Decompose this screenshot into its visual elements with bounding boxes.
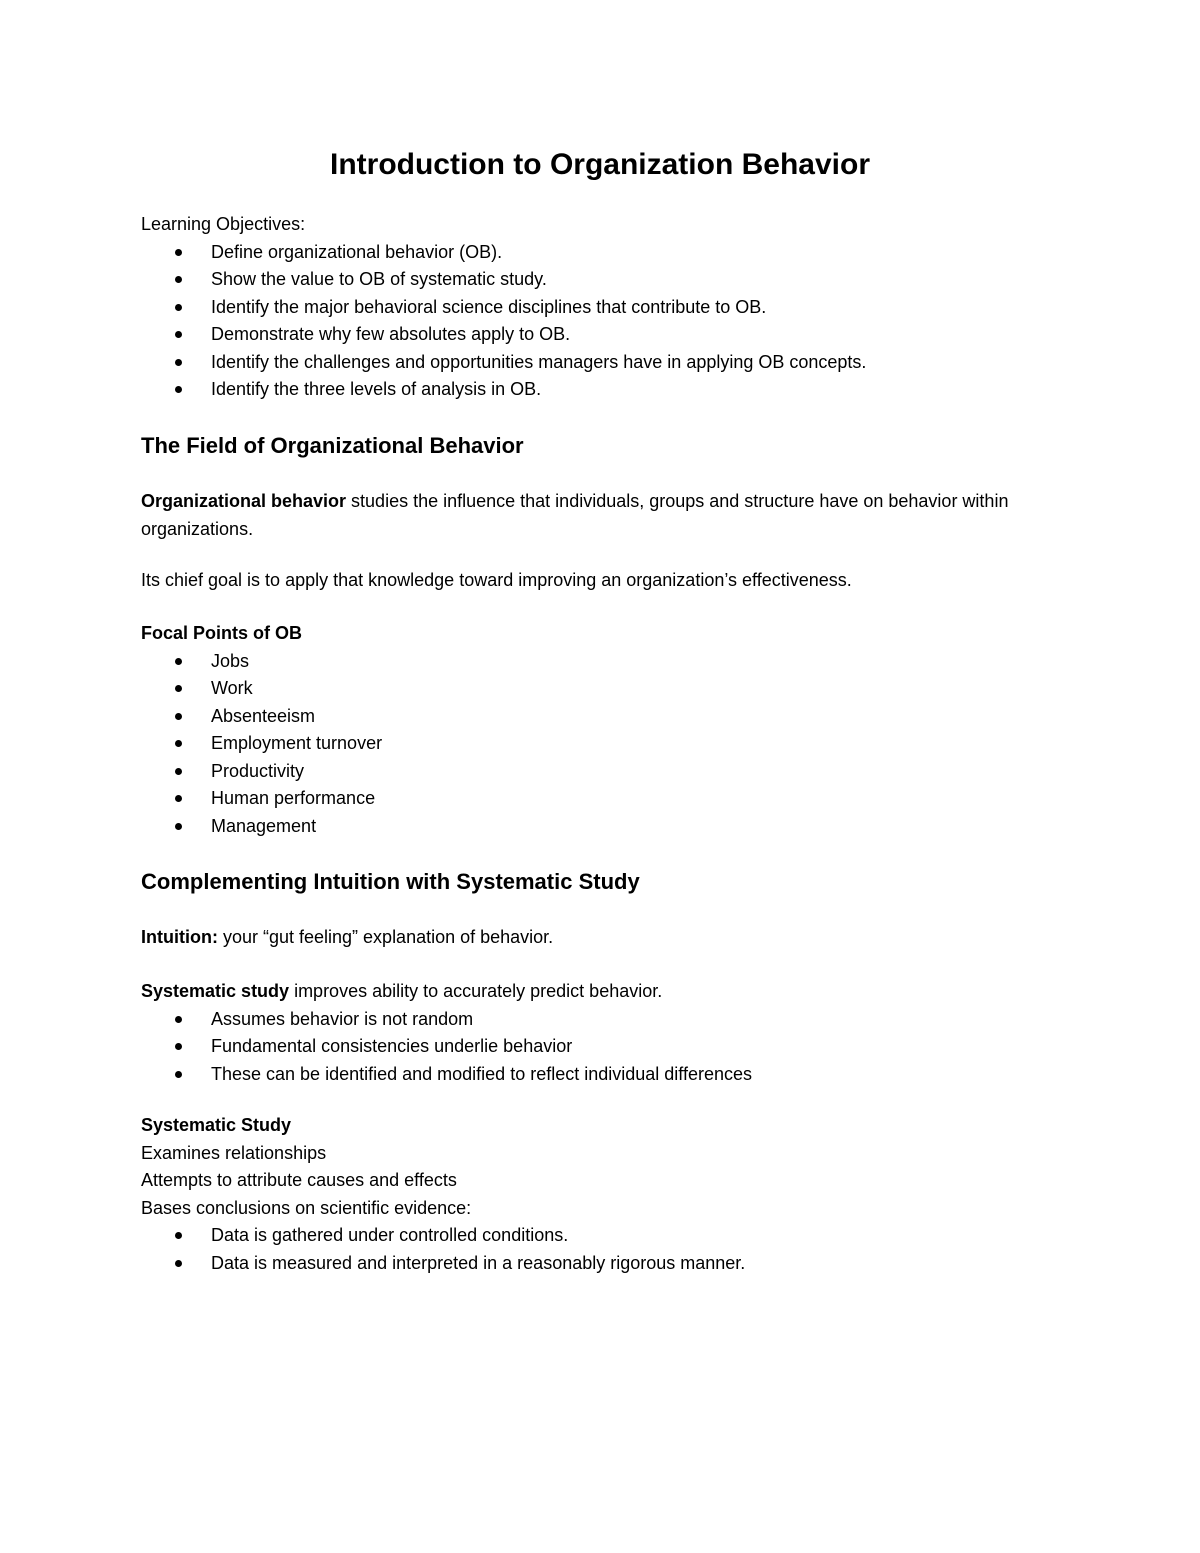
bullet-icon xyxy=(175,768,182,775)
systematic-paragraph xyxy=(141,978,1081,1006)
bullet-icon xyxy=(175,795,182,802)
bullet-icon xyxy=(175,359,182,366)
bullet-icon xyxy=(175,740,182,747)
ob-definition xyxy=(141,488,1061,543)
list-item: Employment turnover xyxy=(141,730,1081,758)
list-item: Management xyxy=(141,813,1081,841)
bullet-icon xyxy=(175,685,182,692)
bullet-icon xyxy=(175,1232,182,1239)
focal-points xyxy=(141,620,1081,840)
intuition-term: Intuition: xyxy=(141,927,218,947)
bullet-icon xyxy=(175,713,182,720)
list-item: Identify the major behavioral science disciplines that contribute to OB. xyxy=(141,294,1081,322)
list-item: Define organizational behavior (OB). xyxy=(141,239,1081,267)
focal-points-label: Focal Points of OB xyxy=(141,623,303,643)
list-item: Data is gathered under controlled conditions. xyxy=(141,1222,1081,1250)
list-item: Show the value to OB of systematic study. xyxy=(141,266,1081,294)
systematic-term: Systematic study xyxy=(141,981,290,1001)
bullet-icon xyxy=(175,276,182,283)
ob-definition-text: studies the influence that individuals, groups and structure have on behavior within organizations. xyxy=(141,491,1009,539)
bullet-icon xyxy=(175,331,182,338)
bullet-icon xyxy=(175,1043,182,1050)
list-item: Jobs xyxy=(141,648,1081,676)
learning-objectives-label: Learning Objectives: xyxy=(141,214,306,234)
intuition-paragraph xyxy=(141,924,1081,952)
list-item: Assumes behavior is not random xyxy=(141,1006,1081,1034)
ob-goal-text: Its chief goal is to apply that knowledge toward improving an organization’s effectiveness. xyxy=(141,570,852,590)
systematic-study-details xyxy=(141,1112,1081,1277)
bullet-icon xyxy=(175,386,182,393)
bullet-icon xyxy=(175,1071,182,1078)
list-item: Productivity xyxy=(141,758,1081,786)
systematic-list xyxy=(141,1006,1081,1089)
list-item: Data is measured and interpreted in a reasonably rigorous manner. xyxy=(141,1250,1081,1278)
list-item: Human performance xyxy=(141,785,1081,813)
list-item: Absenteeism xyxy=(141,703,1081,731)
systematic-study-definition xyxy=(141,978,1081,1088)
bullet-icon xyxy=(175,304,182,311)
ob-goal xyxy=(141,567,1081,595)
section-heading-field: The Field of Organizational Behavior xyxy=(141,433,524,458)
intuition-text: your “gut feeling” explanation of behavior. xyxy=(217,927,554,947)
list-item: Work xyxy=(141,675,1081,703)
study-line: Bases conclusions on scientific evidence: xyxy=(141,1197,472,1218)
learning-objectives-list xyxy=(141,239,1081,404)
evidence-list xyxy=(141,1222,1081,1277)
study-line: Examines relationships xyxy=(141,1142,327,1163)
list-item: These can be identified and modified to reflect individual differences xyxy=(141,1061,1081,1089)
ob-definition-term: Organizational behavior xyxy=(141,491,347,511)
systematic-study-label: Systematic Study xyxy=(141,1115,292,1135)
list-item: Fundamental consistencies underlie behavior xyxy=(141,1033,1081,1061)
learning-objectives xyxy=(141,211,1081,404)
list-item: Demonstrate why few absolutes apply to OB. xyxy=(141,321,1081,349)
list-item: Identify the three levels of analysis in OB. xyxy=(141,376,1081,404)
section-heading-intuition: Complementing Intuition with Systematic Study xyxy=(141,869,640,894)
bullet-icon xyxy=(175,823,182,830)
bullet-icon xyxy=(175,249,182,256)
bullet-icon xyxy=(175,658,182,665)
intuition-definition xyxy=(141,924,1081,952)
bullet-icon xyxy=(175,1260,182,1267)
study-line: Attempts to attribute causes and effects xyxy=(141,1170,457,1190)
systematic-text: improves ability to accurately predict behavior. xyxy=(289,981,663,1001)
list-item: Identify the challenges and opportunities managers have in applying OB concepts. xyxy=(141,349,1081,377)
document-title: Introduction to Organization Behavior xyxy=(330,148,870,181)
ob-definition-paragraph xyxy=(141,488,1061,543)
bullet-icon xyxy=(175,1016,182,1023)
focal-points-list xyxy=(141,648,1081,841)
